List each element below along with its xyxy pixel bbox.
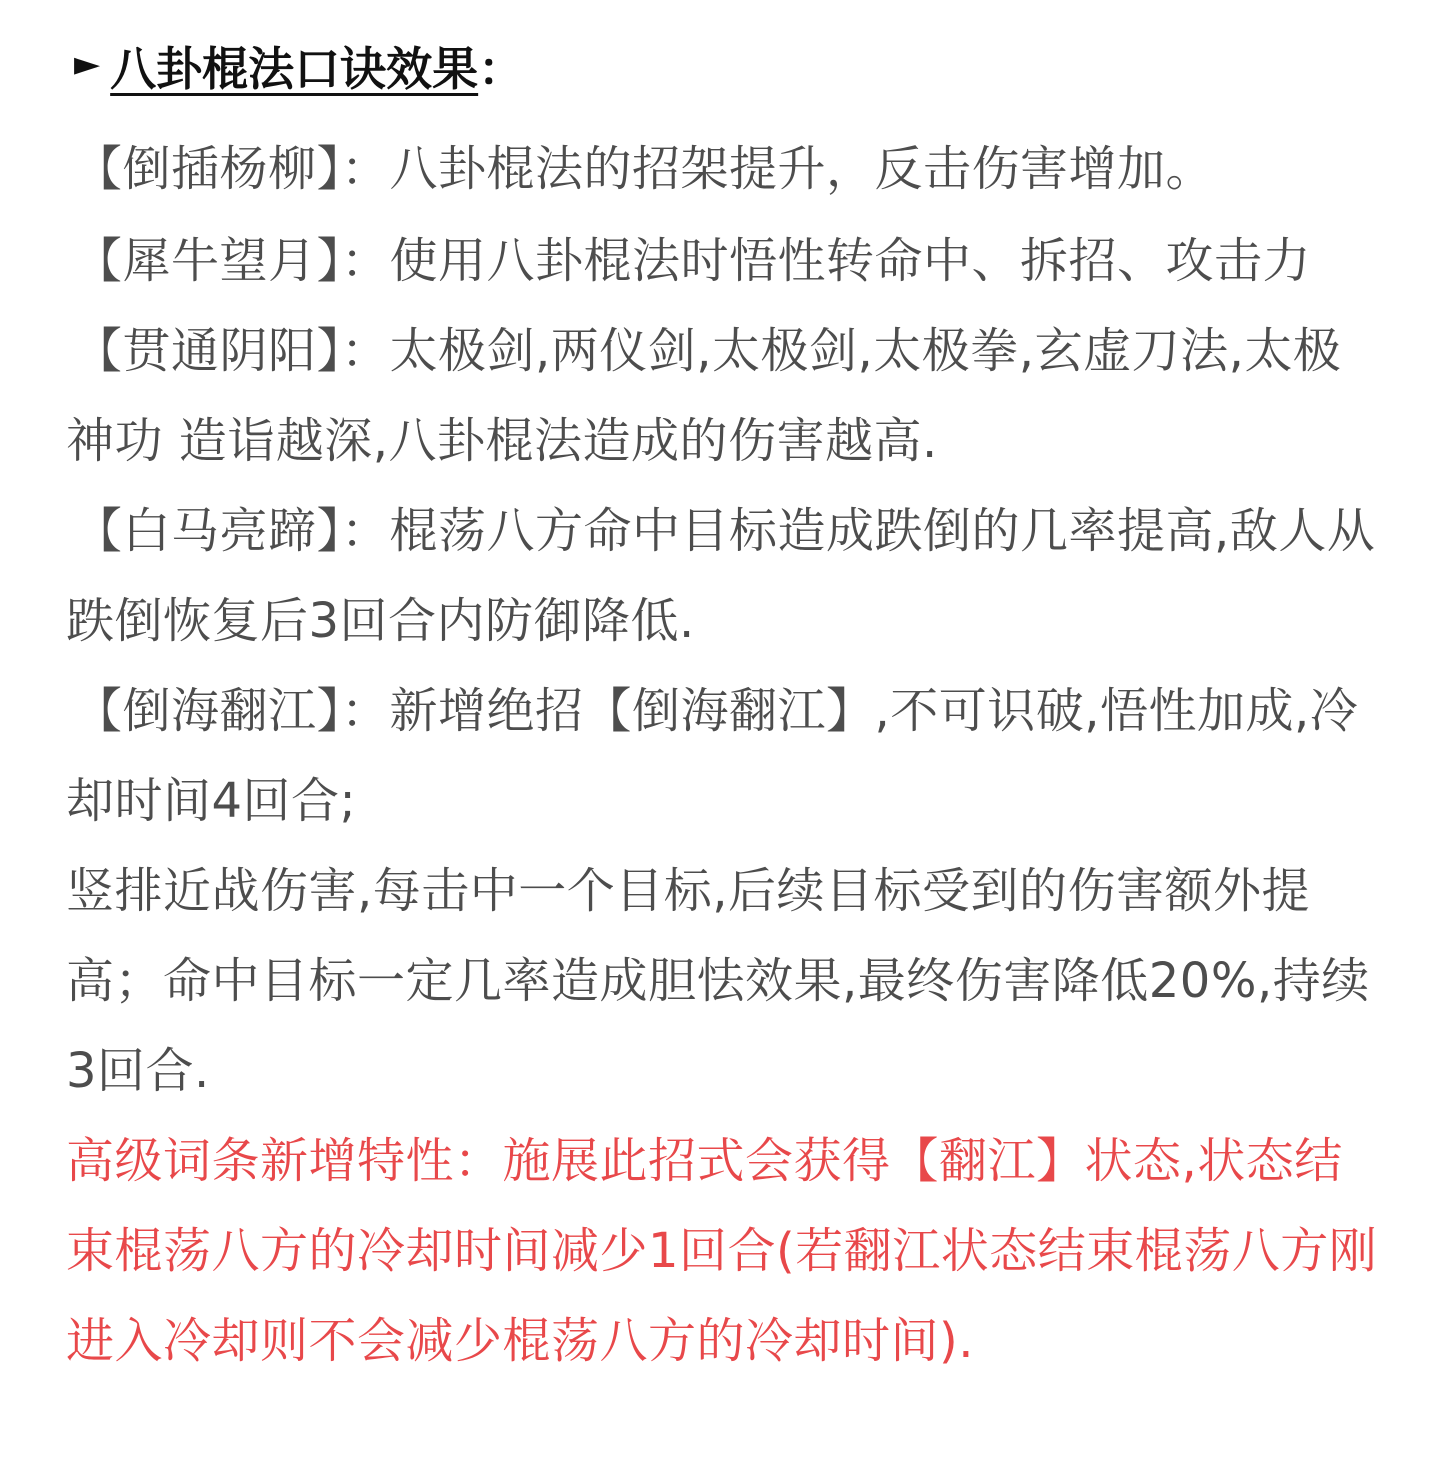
skill-entry-separator: ： [341, 323, 390, 379]
skill-entry [66, 306, 1380, 486]
skill-entry-text: 新增绝招【倒海翻江】,不可识破,悟性加成,冷却时间4回合; [66, 683, 1359, 829]
skill-entry-text: 棍荡八方命中目标造成跌倒的几率提高,敌人从跌倒恢复后3回合内防御降低. [66, 503, 1376, 649]
skill-entry-separator: ： [341, 233, 390, 289]
section-title-colon: ： [478, 42, 525, 96]
skill-entry-name: 【倒插杨柳】 [74, 141, 342, 197]
triangle-bullet-icon: ► [74, 44, 101, 84]
skill-entry-separator: ： [341, 141, 390, 197]
skill-extra-description: 竖排近战伤害,每击中一个目标,后续目标受到的伤害额外提高；命中目标一定几率造成胆怯效果,最终伤害降低20%,持续3回合. [66, 863, 1370, 1099]
skill-entry-separator: ： [341, 503, 390, 559]
skill-entry [66, 666, 1380, 846]
skill-entry-name: 【犀牛望月】 [74, 233, 342, 289]
skill-entry-name: 【倒海翻江】 [74, 683, 342, 739]
skill-entry-separator: ： [341, 683, 390, 739]
skill-entry-list [66, 122, 1380, 1386]
skill-entry-name: 【贯通阴阳】 [74, 323, 342, 379]
skill-entry-name: 【白马亮蹄】 [74, 503, 342, 559]
skill-entry [66, 216, 1380, 306]
skill-entry-text: 使用八卦棍法时悟性转命中、拆招、攻击力 [389, 233, 1312, 289]
skill-entry-text: 八卦棍法的招架提升，反击伤害增加。 [389, 141, 1215, 197]
section-heading [74, 34, 1380, 98]
section-title: 八卦棍法口诀效果 [110, 42, 479, 96]
skill-entry [66, 486, 1380, 666]
advanced-trait-description: 高级词条新增特性：施展此招式会获得【翻江】状态,状态结束棍荡八方的冷却时间减少1回合(若翻江状态结束棍荡八方刚进入冷却则不会减少棍荡八方的冷却时间). [66, 1133, 1378, 1369]
skill-entry-text: 太极剑,两仪剑,太极剑,太极拳,玄虚刀法,太极神功 造诣越深,八卦棍法造成的伤害越高. [66, 323, 1342, 469]
skill-entry [66, 122, 1380, 216]
